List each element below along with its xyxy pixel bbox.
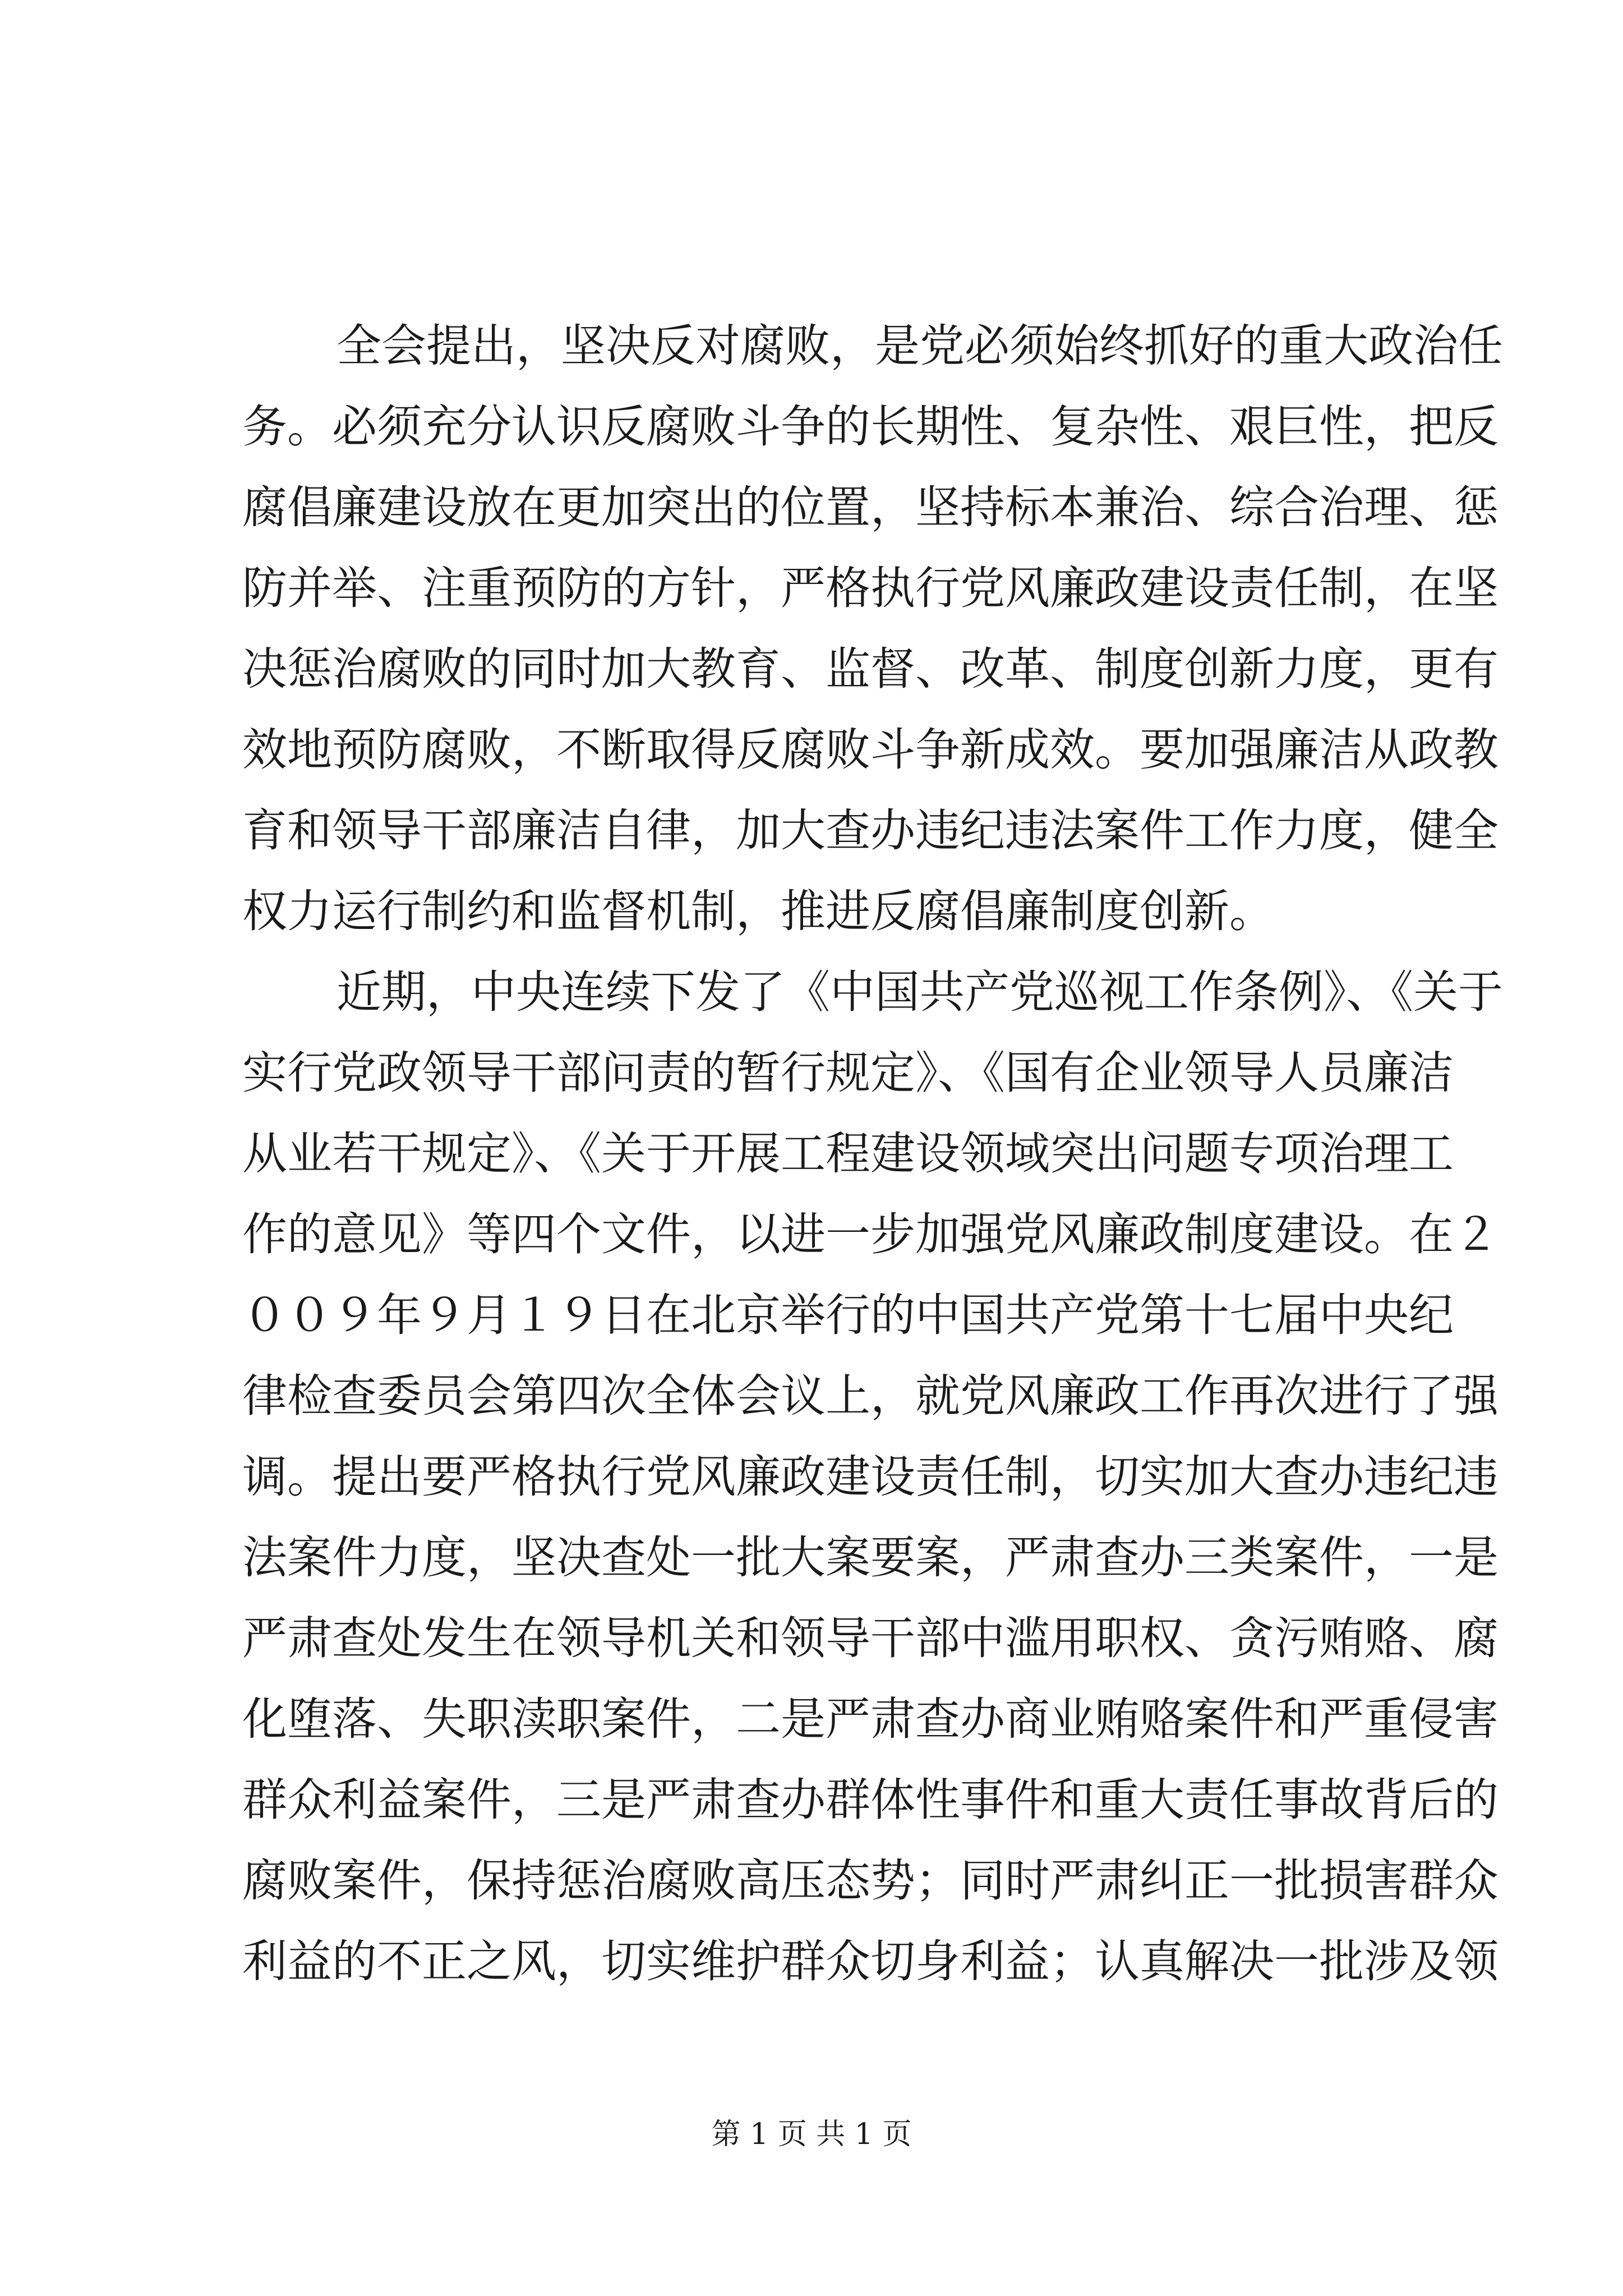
text-line: 群众利益案件，三是严肃查办群体性事件和重大责任事故背后的 — [242, 1774, 1498, 1826]
text-line: 腐败案件，保持惩治腐败高压态势；同时严肃纠正一批损害群众 — [242, 1855, 1498, 1907]
text-line: 作的意见》等四个文件，以进一步加强党风廉政制度建设。在２ — [242, 1208, 1498, 1260]
text-line: 务。必须充分认识反腐败斗争的长期性、复杂性、艰巨性，把反 — [242, 401, 1498, 453]
text-line: 效地预防腐败，不断取得反腐败斗争新成效。要加强廉洁从政教 — [242, 724, 1498, 776]
document-body — [242, 306, 1503, 2002]
text-line: 律检查委员会第四次全体会议上，就党风廉政工作再次进行了强 — [242, 1370, 1498, 1422]
text-line: 从业若干规定》、《关于开展工程建设领域突出问题专项治理工 — [242, 1128, 1454, 1180]
text-line: 实行党政领导干部问责的暂行规定》、《国有企业领导人员廉洁 — [242, 1047, 1454, 1099]
text-line: 调。提出要严格执行党风廉政建设责任制，切实加大查办违纪违 — [242, 1451, 1498, 1503]
text-line: ００９年９月１９日在北京举行的中国共产党第十七届中央纪 — [242, 1289, 1454, 1341]
page-number-label: 第 1 页 共 1 页 — [711, 2118, 912, 2151]
text-line: 腐倡廉建设放在更加突出的位置，坚持标本兼治、综合治理、惩 — [242, 481, 1498, 533]
text-line: 防并举、注重预防的方针，严格执行党风廉政建设责任制，在坚 — [242, 562, 1498, 614]
text-line: 全会提出，坚决反对腐败，是党必须始终抓好的重大政治任 — [336, 320, 1503, 372]
text-line: 严肃查处发生在领导机关和领导干部中滥用职权、贪污贿赂、腐 — [242, 1612, 1498, 1664]
text-line: 育和领导干部廉洁自律，加大查办违纪违法案件工作力度，健全 — [242, 804, 1498, 857]
text-line: 法案件力度，坚决查处一批大案要案，严肃查办三类案件，一是 — [242, 1531, 1498, 1584]
text-line: 近期，中央连续下发了《中国共产党巡视工作条例》、《关于 — [336, 966, 1503, 1018]
text-line: 利益的不正之风，切实维护群众切身利益；认真解决一批涉及领 — [242, 1935, 1498, 1987]
text-line: 决惩治腐败的同时加大教育、监督、改革、制度创新力度，更有 — [242, 643, 1498, 695]
page-footer — [0, 2115, 1623, 2154]
text-line: 权力运行制约和监督机制，推进反腐倡廉制度创新。 — [242, 885, 1274, 937]
text-line: 化堕落、失职渎职案件，二是严肃查办商业贿赂案件和严重侵害 — [242, 1693, 1498, 1745]
